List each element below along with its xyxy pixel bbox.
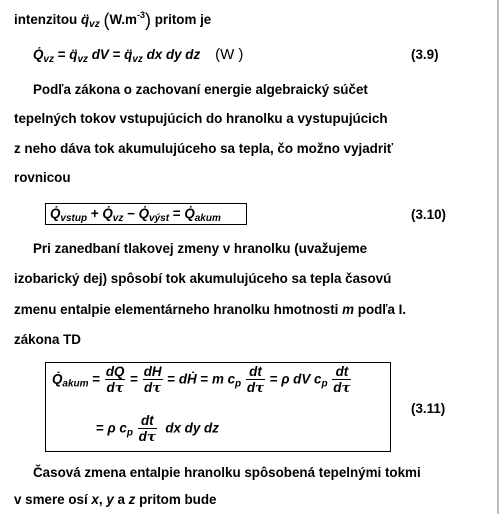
equation-3-11-line-1: $Q̇_{akum}$ = $\frac{dQ}{d\tau}$ = $\frac{dH}{d\tau}$ = dḢ = m $c_p$ $\frac{dt}{d\tau}$ = ρ dV $c_p$ $\frac{dt}{d\tau}$ — [52, 364, 351, 396]
paragraph-2-line-4: zákona TD — [14, 332, 81, 347]
equation-number-3-10: (3.10) — [411, 207, 446, 222]
paragraph-1-line-4: rovnicou — [14, 170, 71, 185]
equation-3-9: $Q̇_{vz}$ = $q̈_{vz}$ dV = $q̈_{vz}$ dx dy dz (W ) — [33, 46, 244, 65]
equation-number-3-11: (3.11) — [411, 401, 446, 416]
paragraph-1-line-3: z neho dáva tok akumulujúceho sa tepla, čo možno vyjadriť — [14, 141, 394, 156]
paragraph-2-line-1: Pri zanedbaní tlakovej zmeny v hranolku (uvažujeme — [33, 241, 368, 256]
paragraph-1-line-2: tepelných tokov vstupujúcich do hranolku a vystupujúcich — [14, 111, 388, 126]
equation-3-11-line-2: = ρ $c_p$ $\frac{dt}{d\tau}$ dx dy dz — [96, 413, 219, 445]
intro-line: intenzitou $q̈_{vz}$ $(W.m^{-3})$ pritom je — [14, 10, 212, 30]
paragraph-2-line-2: izobarický dej) spôsobí tok akumulujúceho sa tepla časovú — [14, 271, 392, 286]
paragraph-3-line-1: Časová zmena entalpie hranolku spôsobená tepelnými tokmi — [33, 465, 421, 480]
paragraph-2-line-3: zmenu entalpie elementárneho hranolku hmotnosti m podľa I. — [14, 302, 407, 317]
equation-number-3-9: (3.9) — [411, 47, 439, 62]
paragraph-3-line-2: v smere osí x, y a z pritom bude — [14, 492, 217, 507]
page-edge — [497, 0, 499, 514]
unit-wm: W.m — [109, 12, 137, 27]
paragraph-1-line-1: Podľa zákona o zachovaní energie algebraický súčet — [33, 82, 368, 97]
equation-3-10: $Q̇_{vstup}$ + $Q̇_{vz}$ − $Q̇_{výst}$ = $Q̇_{akum}$ — [50, 206, 221, 224]
